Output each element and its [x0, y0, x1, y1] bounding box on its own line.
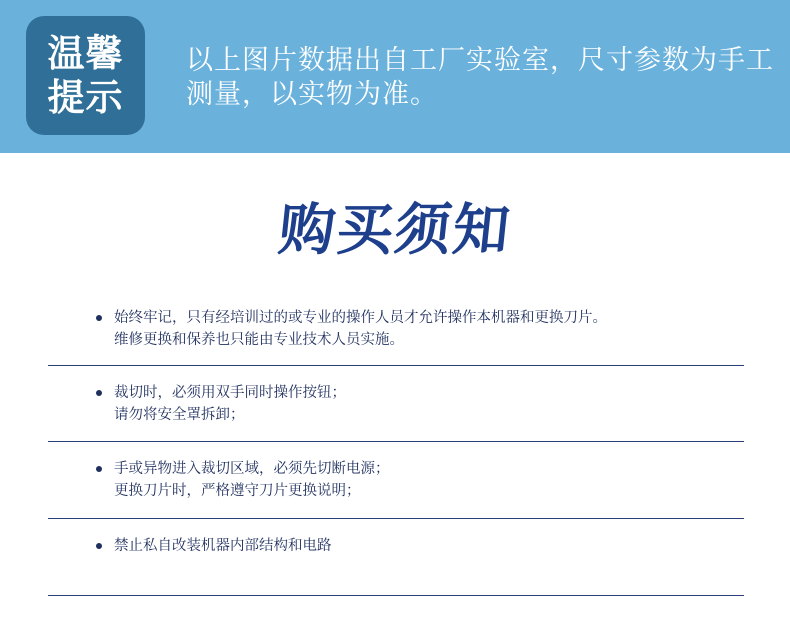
rule-line: 始终牢记，只有经培训过的或专业的操作人员才允许操作本机器和更换刀片。 [114, 310, 607, 326]
bullet-icon [96, 466, 102, 472]
rules-list [48, 288, 744, 596]
rule-line: 更换刀片时，严格遵守刀片更换说明； [114, 483, 361, 499]
tip-banner [0, 0, 790, 153]
rule-line: 禁止私自改装机器内部结构和电路 [114, 538, 332, 554]
rule-line: 手或异物进入裁切区域，必须先切断电源； [114, 461, 390, 477]
bullet-icon [96, 543, 102, 549]
rule-line: 维修更换和保养也只能由专业技术人员实施。 [114, 332, 404, 348]
bullet-icon [96, 315, 102, 321]
rule-line: 请勿将安全罩拆卸； [114, 407, 245, 423]
purchase-notice-title: 购买须知 [275, 198, 515, 263]
bullet-icon [96, 390, 102, 396]
tip-notice-text: 以上图片数据出自工厂实验室，尺寸参数为手工测量，以实物为准。 [186, 45, 774, 110]
rule-item [48, 366, 744, 442]
tip-badge-line-2: 提示 [47, 76, 124, 119]
tip-badge-line-1: 温馨 [47, 32, 124, 75]
rule-line: 裁切时，必须用双手同时操作按钮； [114, 385, 346, 401]
rule-item [48, 519, 744, 596]
rule-item [48, 442, 744, 519]
tip-badge [26, 16, 145, 135]
rule-item [48, 288, 744, 366]
